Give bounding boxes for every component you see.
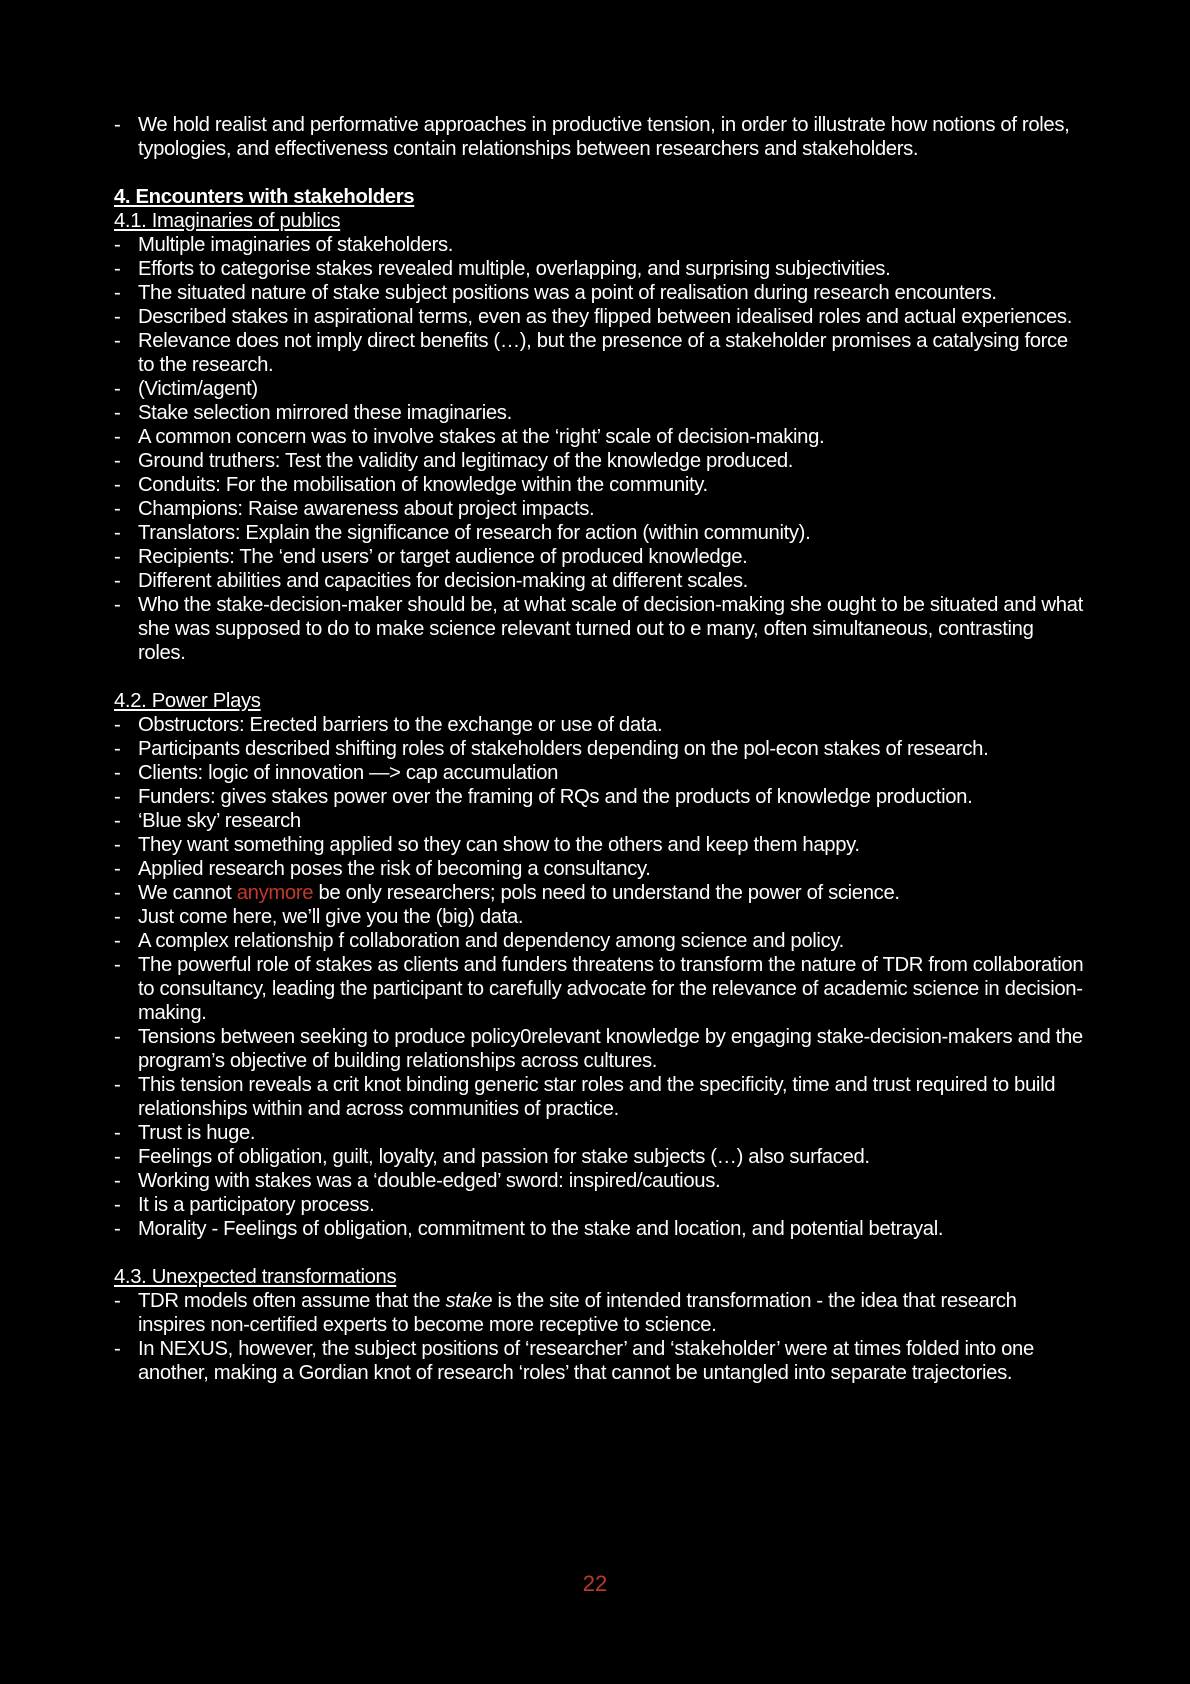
list-item	[114, 1169, 1084, 1193]
list-item	[114, 1121, 1084, 1145]
dash-bullet: -	[114, 762, 121, 784]
power-plays-list	[114, 713, 1084, 1241]
list-item	[114, 905, 1084, 929]
dash-bullet: -	[114, 1026, 121, 1048]
section-heading: 4. Encounters with stakeholders	[114, 186, 415, 208]
item-text: Conduits: For the mobilisation of knowledge within the community.	[138, 474, 708, 496]
list-item	[114, 521, 1084, 545]
dash-bullet: -	[114, 330, 121, 352]
item-text: Participants described shifting roles of stakeholders depending on the pol-econ stakes of research.	[138, 738, 989, 760]
item-text: The situated nature of stake subject positions was a point of realisation during research encounters.	[138, 282, 997, 304]
dash-bullet: -	[114, 738, 121, 760]
list-item	[114, 233, 1084, 257]
list-item	[114, 737, 1084, 761]
list-item	[114, 569, 1084, 593]
dash-bullet: -	[114, 1338, 121, 1360]
item-text: Efforts to categorise stakes revealed multiple, overlapping, and surprising subjectivities.	[138, 258, 891, 280]
subsection-heading-transformations: 4.3. Unexpected transformations	[114, 1266, 397, 1288]
dash-bullet: -	[114, 882, 121, 904]
dash-bullet: -	[114, 810, 121, 832]
list-item	[114, 1193, 1084, 1217]
item-text: Morality - Feelings of obligation, commitment to the stake and location, and potential betrayal.	[138, 1218, 944, 1240]
list-item	[114, 593, 1084, 665]
item-text: Tensions between seeking to produce policy0relevant knowledge by engaging stake-decision-makers and the program’s objective of building relationships across cultures.	[138, 1026, 1083, 1072]
dash-bullet: -	[114, 1122, 121, 1144]
item-text: Ground truthers: Test the validity and legitimacy of the knowledge produced.	[138, 450, 794, 472]
item-text: Multiple imaginaries of stakeholders.	[138, 234, 454, 256]
item-text: Described stakes in aspirational terms, even as they flipped between idealised roles and actual experiences.	[138, 306, 1072, 328]
item-text: Just come here, we’ll give you the (big) data.	[138, 906, 524, 928]
list-item	[114, 401, 1084, 425]
dash-bullet: -	[114, 378, 121, 400]
dash-bullet: -	[114, 1194, 121, 1216]
list-item	[114, 113, 1084, 161]
item-text: Translators: Explain the significance of research for action (within community).	[138, 522, 811, 544]
item-text: They want something applied so they can show to the others and keep them happy.	[138, 834, 860, 856]
dash-bullet: -	[114, 498, 121, 520]
dash-bullet: -	[114, 306, 121, 328]
intro-list	[114, 113, 1084, 161]
item-text: The powerful role of stakes as clients and funders threatens to transform the nature of TDR from collaboration to consultancy, leading the participant to carefully advocate for the relevance of academic science in decision-making.	[138, 954, 1084, 1024]
item-text: Recipients: The ‘end users’ or target audience of produced knowledge.	[138, 546, 748, 568]
list-item	[114, 281, 1084, 305]
list-item	[114, 1289, 1084, 1337]
subsection-heading-power-plays: 4.2. Power Plays	[114, 690, 261, 712]
item-text: ‘Blue sky’ research	[138, 810, 301, 832]
list-item	[114, 713, 1084, 737]
highlighted-word: anymore	[236, 882, 314, 904]
list-item	[114, 377, 1084, 401]
item-text: Champions: Raise awareness about project impacts.	[138, 498, 595, 520]
dash-bullet: -	[114, 282, 121, 304]
list-item	[114, 329, 1084, 377]
list-item	[114, 257, 1084, 281]
item-text: Feelings of obligation, guilt, loyalty, and passion for stake subjects (…) also surfaced.	[138, 1146, 870, 1168]
dash-bullet: -	[114, 594, 121, 616]
dash-bullet: -	[114, 834, 121, 856]
list-item	[114, 881, 1084, 905]
list-item	[114, 449, 1084, 473]
item-text: In NEXUS, however, the subject positions of ‘researcher’ and ‘stakeholder’ were at times folded into one another, making a Gordian knot of research ‘roles’ that cannot be untangled into separate trajectories.	[138, 1338, 1034, 1384]
item-text: (Victim/agent)	[138, 378, 258, 400]
item-text: Different abilities and capacities for decision-making at different scales.	[138, 570, 748, 592]
transformations-list	[114, 1289, 1084, 1385]
list-item	[114, 809, 1084, 833]
dash-bullet: -	[114, 258, 121, 280]
item-text: It is a participatory process.	[138, 1194, 375, 1216]
item-text-after: is the site of intended transformation - the idea that research inspires non-certified experts to become more receptive to science.	[138, 1290, 1017, 1336]
item-text: A complex relationship f collaboration and dependency among science and policy.	[138, 930, 844, 952]
list-item	[114, 761, 1084, 785]
list-item	[114, 857, 1084, 881]
dash-bullet: -	[114, 474, 121, 496]
list-item	[114, 1073, 1084, 1121]
dash-bullet: -	[114, 1170, 121, 1192]
dash-bullet: -	[114, 450, 121, 472]
subsection-heading-imaginaries: 4.1. Imaginaries of publics	[114, 210, 341, 232]
dash-bullet: -	[114, 1146, 121, 1168]
dash-bullet: -	[114, 570, 121, 592]
list-item	[114, 1025, 1084, 1073]
item-text-after: be only researchers; pols need to understand the power of science.	[313, 882, 900, 904]
item-text: Clients: logic of innovation —> cap accumulation	[138, 762, 559, 784]
list-item	[114, 305, 1084, 329]
item-text: Who the stake-decision-maker should be, at what scale of decision-making she ought to be situated and what she was supposed to do to make science relevant turned out to e many, often simultaneous, contrasting roles.	[138, 594, 1083, 664]
item-text: Trust is huge.	[138, 1122, 256, 1144]
dash-bullet: -	[114, 930, 121, 952]
dash-bullet: -	[114, 786, 121, 808]
item-text: Relevance does not imply direct benefits (…), but the presence of a stakeholder promises a catalysing force to the research.	[138, 330, 1068, 376]
list-item	[114, 473, 1084, 497]
dash-bullet: -	[114, 1218, 121, 1240]
dash-bullet: -	[114, 954, 121, 976]
item-text-before: We cannot	[138, 882, 237, 904]
dash-bullet: -	[114, 906, 121, 928]
item-text: Stake selection mirrored these imaginaries.	[138, 402, 512, 424]
item-text-before: TDR models often assume that the	[138, 1290, 446, 1312]
list-item	[114, 1337, 1084, 1385]
dash-bullet: -	[114, 114, 121, 136]
list-item	[114, 1145, 1084, 1169]
imaginaries-list	[114, 233, 1084, 665]
italic-word: stake	[445, 1290, 493, 1312]
dash-bullet: -	[114, 714, 121, 736]
dash-bullet: -	[114, 426, 121, 448]
dash-bullet: -	[114, 1074, 121, 1096]
dash-bullet: -	[114, 1290, 121, 1312]
dash-bullet: -	[114, 234, 121, 256]
list-item	[114, 497, 1084, 521]
page-number: 22	[582, 1571, 608, 1596]
list-item	[114, 953, 1084, 1025]
item-text: Funders: gives stakes power over the framing of RQs and the products of knowledge production.	[138, 786, 973, 808]
dash-bullet: -	[114, 402, 121, 424]
item-text: This tension reveals a crit knot binding generic star roles and the specificity, time and trust required to build relationships within and across communities of practice.	[138, 1074, 1056, 1120]
list-item	[114, 785, 1084, 809]
dash-bullet: -	[114, 858, 121, 880]
list-item	[114, 833, 1084, 857]
item-text: A common concern was to involve stakes at the ‘right’ scale of decision-making.	[138, 426, 825, 448]
dash-bullet: -	[114, 522, 121, 544]
document-page	[114, 113, 1084, 1385]
item-text: We hold realist and performative approaches in productive tension, in order to illustrate how notions of roles, typologies, and effectiveness contain relationships between researchers and stakeholders.	[138, 114, 1070, 160]
list-item	[114, 1217, 1084, 1241]
item-text: Working with stakes was a ‘double-edged’ sword: inspired/cautious.	[138, 1170, 721, 1192]
dash-bullet: -	[114, 546, 121, 568]
item-text: Obstructors: Erected barriers to the exchange or use of data.	[138, 714, 663, 736]
list-item	[114, 929, 1084, 953]
item-text: Applied research poses the risk of becoming a consultancy.	[138, 858, 651, 880]
list-item	[114, 545, 1084, 569]
list-item	[114, 425, 1084, 449]
